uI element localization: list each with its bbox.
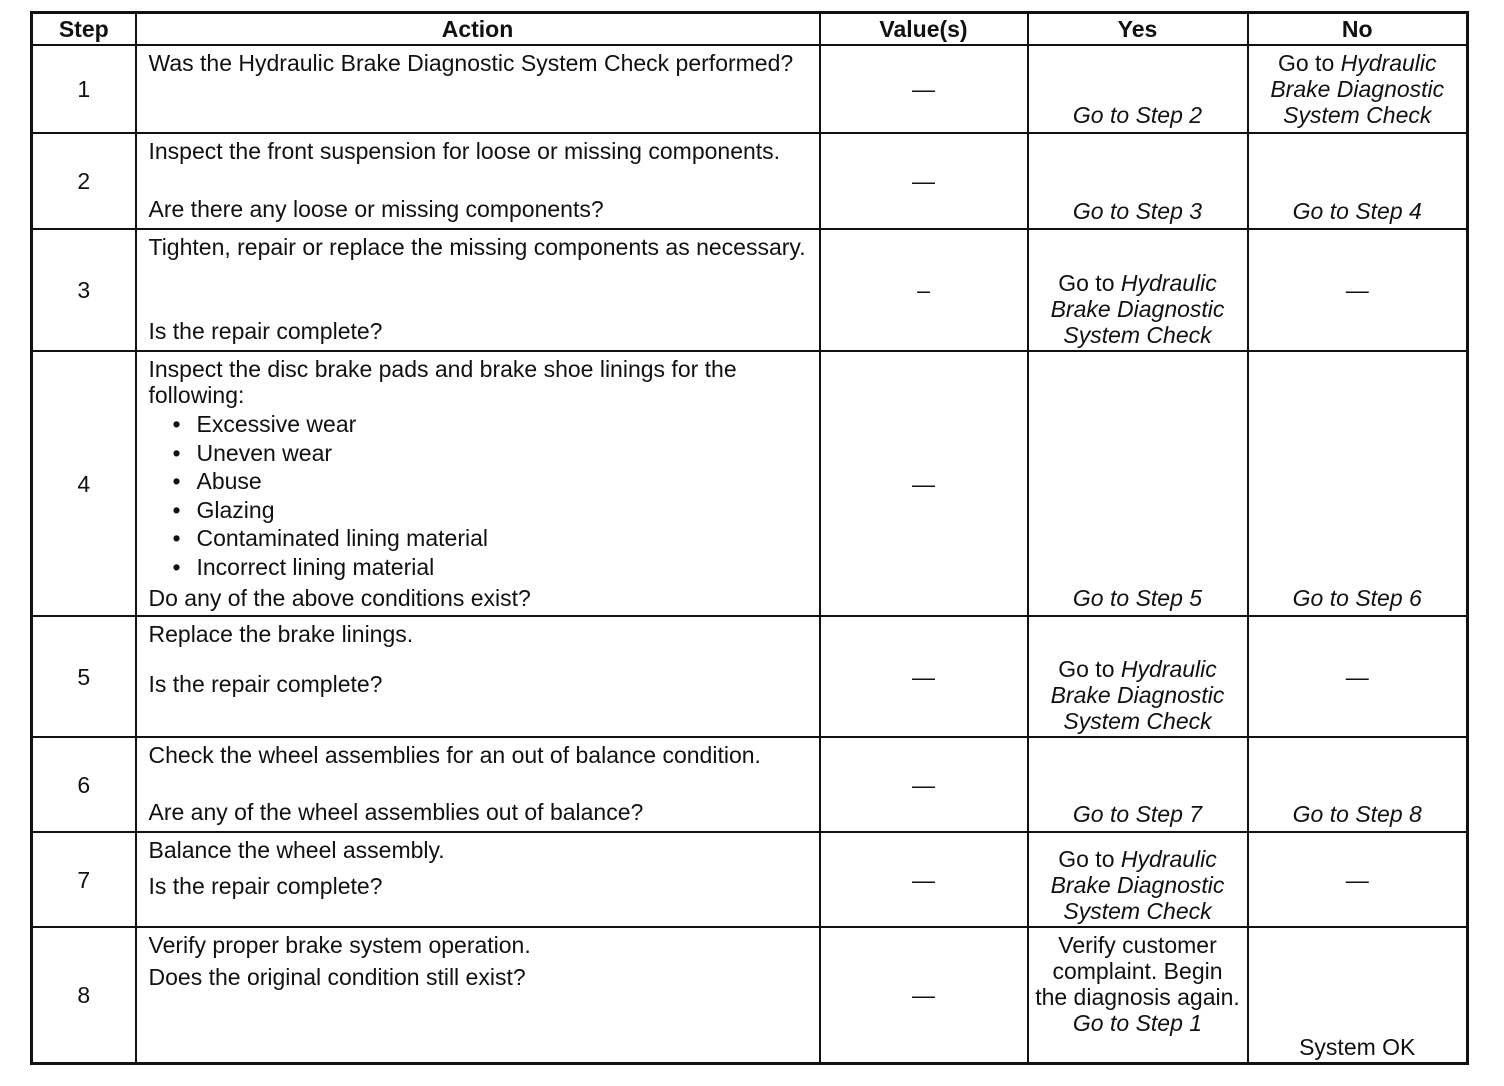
table-row <box>32 351 1468 616</box>
yes-prefix: Go to <box>1058 846 1115 872</box>
table-row <box>32 45 1468 133</box>
action-question: Is the repair complete? <box>148 671 383 697</box>
diagnostic-table-wrapper <box>30 11 1469 1065</box>
action-cell <box>136 832 820 927</box>
value-cell: — <box>820 927 1028 1063</box>
no-link: Go to Step 8 <box>1292 801 1422 827</box>
value-cell: — <box>820 133 1028 229</box>
action-text: Replace the brake linings. <box>148 621 414 647</box>
yes-cell <box>1028 133 1248 229</box>
yes-cell <box>1028 737 1248 832</box>
action-cell <box>136 737 820 832</box>
step-number: 8 <box>32 927 136 1063</box>
value-cell: — <box>820 737 1028 832</box>
action-question: Does the original condition still exist? <box>148 964 526 990</box>
list-item: • Uneven wear <box>173 439 809 468</box>
table-row <box>32 229 1468 351</box>
table-row <box>32 133 1468 229</box>
yes-cell <box>1028 832 1248 927</box>
no-link: Go to Step 4 <box>1292 198 1422 224</box>
action-cell <box>136 229 820 351</box>
yes-cell <box>1028 45 1248 133</box>
value-cell: – <box>820 229 1028 351</box>
brake-diagnostic-table <box>30 11 1469 1065</box>
action-question: Do any of the above conditions exist? <box>148 585 531 611</box>
no-link: Hydraulic Brake Diagnostic System Check <box>1270 50 1445 128</box>
action-cell <box>136 351 820 616</box>
table-row <box>32 737 1468 832</box>
table-row <box>32 832 1468 927</box>
action-text: Inspect the front suspension for loose or missing components. <box>148 138 781 164</box>
value-cell: — <box>820 616 1028 737</box>
action-question: Are any of the wheel assemblies out of balance? <box>148 799 644 825</box>
list-item: • Incorrect lining material <box>173 553 809 582</box>
yes-link: Go to Step 3 <box>1072 198 1203 224</box>
yes-link: Go to Step 2 <box>1072 102 1203 128</box>
yes-link: Hydraulic Brake Diagnostic System Check <box>1050 846 1225 924</box>
no-link: Go to Step 6 <box>1292 585 1422 611</box>
condition-list <box>149 410 809 581</box>
value-cell: — <box>820 45 1028 133</box>
action-question: Are there any loose or missing components? <box>148 196 604 222</box>
table-header-row <box>32 13 1468 46</box>
step-number: 4 <box>32 351 136 616</box>
action-cell <box>136 927 820 1063</box>
yes-link: Go to Step 1 <box>1072 1010 1203 1036</box>
no-cell: — <box>1248 229 1468 351</box>
action-text: Inspect the disc brake pads and brake shoe linings for the following: <box>148 356 737 408</box>
no-cell: System OK <box>1248 927 1468 1063</box>
action-cell <box>136 616 820 737</box>
no-cell: — <box>1248 616 1468 737</box>
value-cell: — <box>820 351 1028 616</box>
yes-link: Go to Step 7 <box>1072 801 1203 827</box>
no-cell <box>1248 133 1468 229</box>
table-row <box>32 927 1468 1063</box>
header-action: Action <box>136 13 820 46</box>
no-cell <box>1248 351 1468 616</box>
header-no: No <box>1248 13 1468 46</box>
action-question: Is the repair complete? <box>148 318 383 344</box>
action-question: Is the repair complete? <box>148 873 383 899</box>
step-number: 6 <box>32 737 136 832</box>
step-number: 7 <box>32 832 136 927</box>
action-text: Check the wheel assemblies for an out of balance condition. <box>148 742 761 768</box>
yes-text: Verify customer complaint. Begin the diagnosis again. <box>1035 932 1240 1010</box>
value-cell: — <box>820 832 1028 927</box>
step-number: 1 <box>32 45 136 133</box>
header-values: Value(s) <box>820 13 1028 46</box>
yes-prefix: Go to <box>1058 656 1115 682</box>
no-cell <box>1248 737 1468 832</box>
yes-link: Hydraulic Brake Diagnostic System Check <box>1050 270 1225 348</box>
list-item: • Excessive wear <box>173 410 809 439</box>
step-number: 5 <box>32 616 136 737</box>
action-text: Tighten, repair or replace the missing components as necessary. <box>148 234 806 260</box>
table-row <box>32 616 1468 737</box>
action-text: Was the Hydraulic Brake Diagnostic System Check performed? <box>136 45 820 133</box>
list-item: • Abuse <box>173 467 809 496</box>
step-number: 3 <box>32 229 136 351</box>
action-text: Verify proper brake system operation. <box>148 932 531 958</box>
yes-cell <box>1028 927 1248 1063</box>
list-item: • Glazing <box>173 496 809 525</box>
step-number: 2 <box>32 133 136 229</box>
header-yes: Yes <box>1028 13 1248 46</box>
action-cell <box>136 133 820 229</box>
list-item: • Contaminated lining material <box>173 524 809 553</box>
yes-link: Go to Step 5 <box>1072 585 1203 611</box>
yes-cell <box>1028 351 1248 616</box>
no-cell: — <box>1248 832 1468 927</box>
no-cell <box>1248 45 1468 133</box>
yes-cell <box>1028 616 1248 737</box>
header-step: Step <box>32 13 136 46</box>
action-text: Balance the wheel assembly. <box>148 837 445 863</box>
yes-prefix: Go to <box>1058 270 1115 296</box>
yes-cell <box>1028 229 1248 351</box>
no-prefix: Go to <box>1277 50 1335 76</box>
yes-link: Hydraulic Brake Diagnostic System Check <box>1050 656 1225 734</box>
